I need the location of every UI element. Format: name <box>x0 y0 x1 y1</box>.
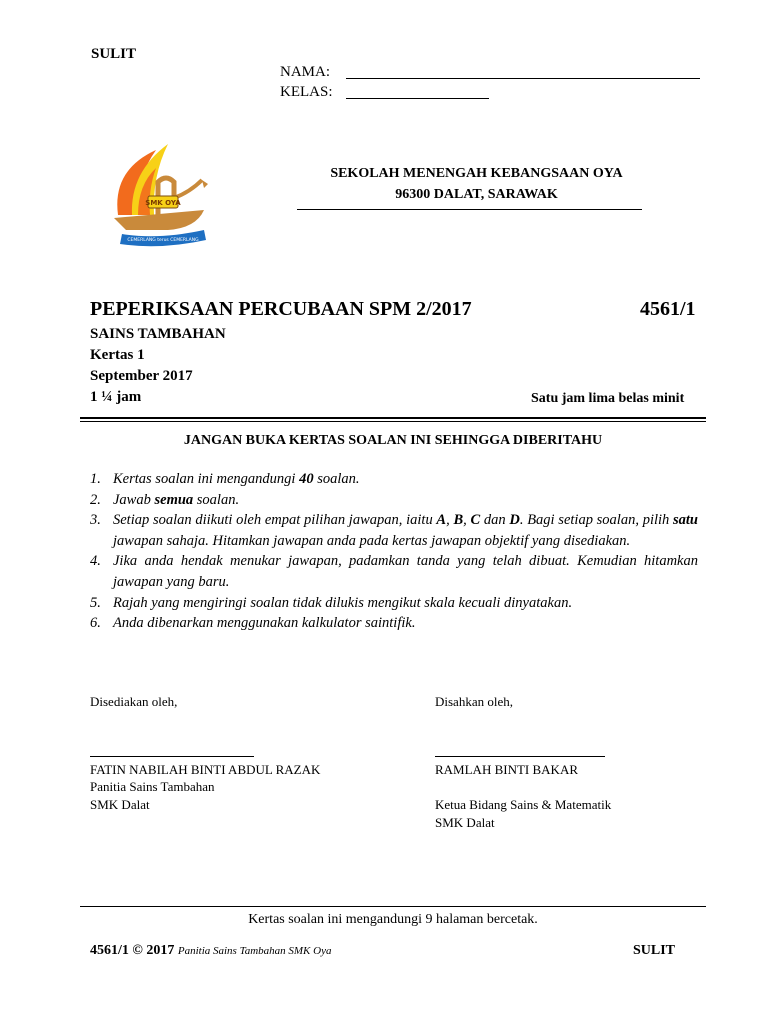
warning-notice: JANGAN BUKA KERTAS SOALAN INI SEHINGGA DIBERITAHU <box>183 433 603 448</box>
instruction-item <box>90 551 698 592</box>
school-address: 96300 DALAT, SARAWAK <box>395 187 558 202</box>
verifier-role: Ketua Bidang Sains & Matematik <box>435 797 612 812</box>
class-field-line <box>346 98 489 99</box>
subject: SAINS TAMBAHAN <box>90 326 226 342</box>
double-rule-bottom <box>80 421 706 422</box>
class-label: KELAS: <box>280 84 333 100</box>
verifier-signature-line <box>435 756 605 757</box>
instruction-text: Anda dibenarkan menggunakan kalkulator saintifik. <box>113 615 416 632</box>
instruction-text: Jawab semua soalan. <box>113 491 240 508</box>
paper-number: Kertas 1 <box>90 347 145 363</box>
instruction-number: 4. <box>90 553 101 570</box>
instruction-text: Jika anda hendak menukar jawapan, padamkan tanda yang telah dibuat. Kemudian hitamkan jawapan yang baru. <box>113 553 698 590</box>
preparer-name: FATIN NABILAH BINTI ABDUL RAZAK <box>90 762 321 777</box>
preparer-role: Panitia Sains Tambahan <box>90 779 215 794</box>
logo-motto: CEMERLANG terus CEMERLANG <box>127 238 199 243</box>
logo-badge-text: SMK OYA <box>145 199 181 207</box>
instruction-item <box>90 490 698 511</box>
instruction-item <box>90 593 698 614</box>
footer-code <box>90 943 331 959</box>
instruction-number: 5. <box>90 594 101 611</box>
name-label: NAMA: <box>280 64 331 80</box>
footer-publisher: Panitia Sains Tambahan SMK Oya <box>177 945 332 957</box>
name-field-line <box>346 78 700 79</box>
instruction-item <box>90 613 698 634</box>
instruction-number: 3. <box>90 512 101 529</box>
school-logo <box>108 140 213 250</box>
exam-date: September 2017 <box>90 368 193 384</box>
classification-top: SULIT <box>91 46 137 62</box>
prepared-by-label: Disediakan oleh, <box>90 694 178 709</box>
footer-code-copyright: 4561/1 © 2017 <box>90 943 175 958</box>
school-name: SEKOLAH MENENGAH KEBANGSAAN OYA <box>330 166 623 181</box>
school-divider <box>297 209 642 210</box>
instruction-number: 6. <box>90 615 101 632</box>
verified-by-label: Disahkan oleh, <box>435 694 513 709</box>
verifier-school: SMK Dalat <box>435 815 495 830</box>
exam-title: PEPERIKSAAN PERCUBAAN SPM 2/2017 <box>90 298 472 320</box>
instruction-text: Kertas soalan ini mengandungi 40 soalan. <box>113 471 360 487</box>
double-rule-top <box>80 417 706 419</box>
classification-bottom: SULIT <box>633 943 676 958</box>
footer-divider <box>80 906 706 907</box>
instruction-item <box>90 510 698 551</box>
paper-code: 4561/1 <box>640 298 696 320</box>
page-count-note: Kertas soalan ini mengandungi 9 halaman bercetak. <box>248 912 538 927</box>
preparer-school: SMK Dalat <box>90 797 150 812</box>
instruction-number: 2. <box>90 491 101 508</box>
instruction-item <box>90 469 698 490</box>
verifier-name: RAMLAH BINTI BAKAR <box>435 762 578 777</box>
preparer-signature-line <box>90 756 254 757</box>
instruction-text: Setiap soalan diikuti oleh empat pilihan jawapan, iaitu A, B, C dan D. Bagi setiap soalan, pilih satu jawapan sahaja. Hitamkan jawapan anda pada kertas jawapan objektif yang disediakan. <box>113 512 699 549</box>
exam-duration-words: Satu jam lima belas minit <box>531 391 685 406</box>
instruction-number: 1. <box>90 471 101 487</box>
exam-duration: 1 ¼ jam <box>90 389 142 405</box>
instruction-list <box>90 469 698 634</box>
instruction-text: Rajah yang mengiringi soalan tidak dilukis mengikut skala kecuali dinyatakan. <box>113 594 573 611</box>
